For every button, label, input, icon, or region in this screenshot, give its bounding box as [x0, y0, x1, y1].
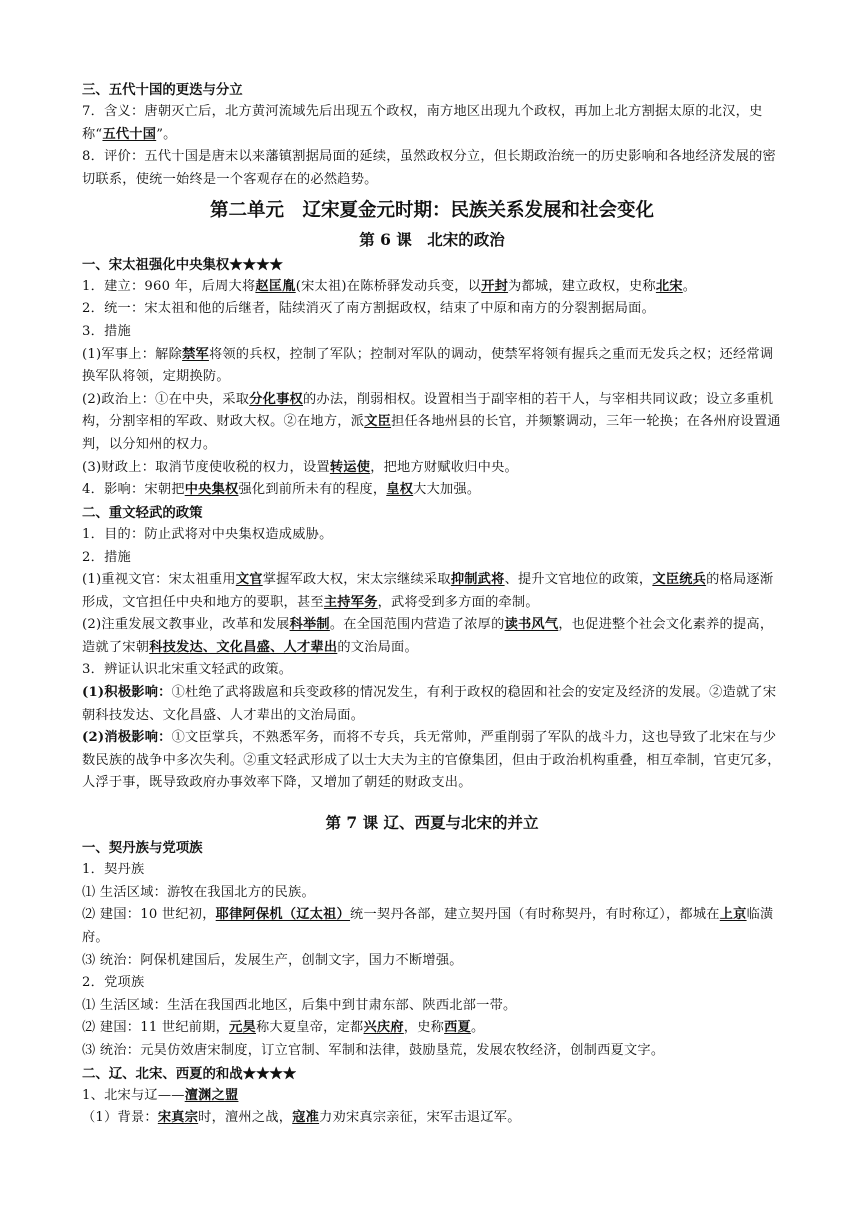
paragraph: 1．目的：防止武将对中央集权造成威胁。 — [82, 526, 333, 542]
key-term: 分化事权 — [249, 391, 303, 407]
key-term: 元昊 — [229, 1020, 256, 1036]
key-term: 赵匡胤 — [255, 278, 296, 294]
key-term: 文臣统兵 — [652, 572, 707, 588]
paragraph: ⑴ 生活区域：生活在我国西北地区，后集中到甘肃东部、陕西北部一带。 — [82, 997, 517, 1013]
key-term: 澶渊之盟 — [184, 1087, 239, 1103]
section-heading: 二、辽、北宋、西夏的和战★★★★ — [82, 1065, 297, 1082]
paragraph: ⑶ 统治：元昊仿效唐宋制度，订立官制、军制和法律，鼓励垦荒，发展农牧经济，创制西夏文字。 — [82, 1043, 665, 1058]
paragraph: 7．含义：唐朝灭亡后，北方黄河流域先后出现五个政权，南方地区出现九个政权，再加上北方割据太原的北汉，史称“五代十国”。 — [82, 104, 763, 142]
paragraph: ⑵ 建国：10 世纪初，耶律阿保机（辽太祖）统一契丹各部，建立契丹国（有时称契丹，有时称辽），都城在上京临潢府。 — [82, 907, 774, 946]
paragraph: (2)政治上：①在中央，采取分化事权的办法，削弱相权。设置相当于副宰相的若干人，与宰相共同议政；设立多重机构，分割宰相的军政、财政大权。②在地方，派文臣担任各地州县的长官，并频繁调动，三年一轮换；在各州府设置通判，以分知州的权力。 — [82, 391, 781, 452]
section-heading: 一、宋太祖强化中央集权★★★★ — [82, 256, 283, 273]
key-term: 文官 — [235, 572, 263, 588]
paragraph: 2．党项族 — [82, 975, 145, 991]
paragraph: (1)重视文官：宋太祖重用文官掌握军政大权，宋太宗继续采取抑制武将、提升文官地位的政策，文臣统兵的格局逐渐形成，文官担任中央和地方的要职，甚至主持军务，武将受到多方面的牵制。 — [82, 572, 774, 610]
key-term: 读书风气 — [504, 617, 559, 633]
key-term: 中央集权 — [184, 482, 239, 498]
key-term: 北宋 — [655, 278, 683, 294]
section-heading: 三、五代十国的更迭与分立 — [82, 82, 243, 98]
key-term: 上京 — [719, 907, 747, 923]
key-term: 开封 — [481, 278, 509, 294]
paragraph: 2．措施 — [82, 549, 131, 565]
paragraph: ⑵ 建国：11 世纪前期，元昊称大夏皇帝，定都兴庆府，史称西夏。 — [82, 1020, 485, 1036]
key-term: 兴庆府 — [363, 1020, 404, 1036]
paragraph: 1．建立：960 年，后周大将赵匡胤(宋太祖)在陈桥驿发动兵变，以开封为都城，建立政权，史称北宋。 — [82, 278, 697, 294]
paragraph: 3．措施 — [82, 323, 131, 339]
bold-label: (1)积极影响： — [82, 685, 172, 701]
key-term: 科举制 — [289, 617, 330, 633]
key-term: 科技发达、文化昌盛、人才辈出 — [149, 639, 338, 655]
paragraph: （1）背景：宋真宗时，澶州之战，寇准力劝宋真宗亲征，宋军击退辽军。 — [82, 1110, 521, 1126]
section-heading: 二、重文轻武的政策 — [82, 504, 203, 521]
paragraph: 1．契丹族 — [82, 862, 145, 878]
key-term: 抑制武将 — [450, 572, 505, 588]
key-term: 主持军务 — [323, 594, 378, 610]
paragraph: (1)军事上：解除禁军将领的兵权，控制了军队；控制对军队的调动，使禁军将领有握兵之重而无发兵之权；还经常调换军队将领，定期换防。 — [82, 346, 774, 385]
paragraph: 4．影响：宋朝把中央集权强化到前所未有的程度，皇权大大加强。 — [82, 482, 481, 498]
key-term: 寇准 — [292, 1110, 320, 1126]
unit-title: 第二单元 辽宋夏金元时期：民族关系发展和社会变化 — [209, 199, 654, 221]
paragraph: 3．辨证认识北宋重文轻武的政策。 — [82, 662, 293, 678]
lesson-title: 第 6 课 北宋的政治 — [359, 229, 505, 249]
paragraph: ⑴ 生活区域：游牧在我国北方的民族。 — [82, 884, 315, 900]
bold-label: (2)消极影响： — [82, 730, 172, 746]
key-term: 转运使 — [329, 459, 371, 475]
paragraph: (2)消极影响：①文臣掌兵，不熟悉军务，而将不专兵，兵无常帅，严重削弱了军队的战斗力，这也导致了北宋在与少数民族的战争中多次失利。②重文轻武形成了以士大夫为主的官僚集团，但由于政治机构重叠，相互牵制，官吏冗多，人浮于事，既导致政府办事效率下降，又增加了朝廷的财政支出。 — [82, 730, 781, 791]
paragraph: 2．统一：宋太祖和他的后继者，陆续消灭了南方割据政权，结束了中原和南方的分裂割据局面。 — [82, 301, 656, 317]
key-term: 宋真宗 — [157, 1110, 199, 1126]
paragraph: (3)财政上：取消节度使收税的权力，设置转运使，把地方财赋收归中央。 — [82, 459, 518, 475]
key-term: 五代十国 — [102, 126, 157, 142]
paragraph: 8．评价：五代十国是唐末以来藩镇割据局面的延续，虽然政权分立，但长期政治统一的历史影响和各地经济发展的密切联系，使统一始终是一个客观存在的必然趋势。 — [82, 149, 776, 187]
lesson-title: 第 7 课 辽、西夏与北宋的并立 — [325, 813, 539, 833]
paragraph: (1)积极影响：①杜绝了武将跋扈和兵变政移的情况发生，有利于政权的稳固和社会的安定及经济的发展。②造就了宋朝科技发达、文化昌盛、人才辈出的文治局面。 — [82, 685, 777, 723]
paragraph: ⑶ 统治：阿保机建国后，发展生产，创制文字，国力不断增强。 — [82, 952, 463, 968]
paragraph: 1、北宋与辽——澶渊之盟 — [82, 1087, 239, 1103]
key-term: 文臣 — [364, 414, 392, 430]
key-term: 耶律阿保机（辽太祖） — [215, 907, 351, 923]
section-heading: 一、契丹族与党项族 — [82, 840, 203, 857]
key-term: 西夏 — [444, 1020, 471, 1036]
document-page — [82, 79, 782, 1130]
key-term: 皇权 — [386, 482, 414, 498]
paragraph: (2)注重发展文教事业，改革和发展科举制。在全国范围内营造了浓厚的读书风气，也促进整个社会文化素养的提高，造就了宋朝科技发达、文化昌盛、人才辈出的文治局面。 — [82, 617, 774, 655]
key-term: 禁军 — [182, 346, 209, 362]
